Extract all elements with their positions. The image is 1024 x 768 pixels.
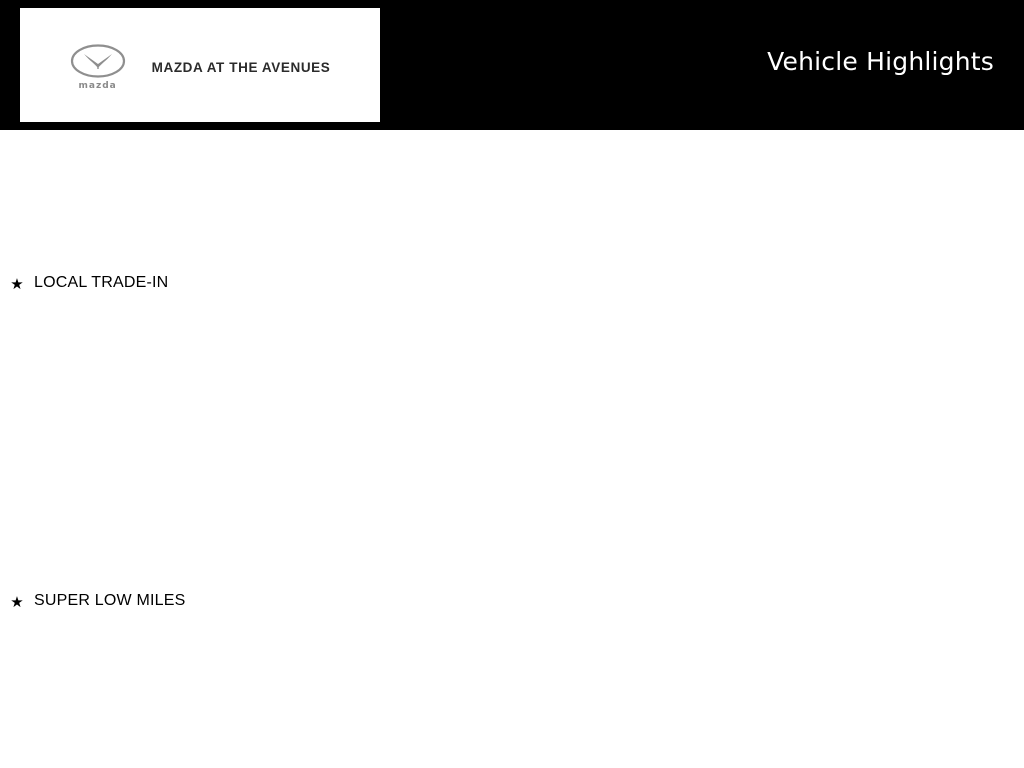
page-header: [0, 0, 1024, 130]
mazda-logo-icon: [70, 44, 126, 91]
highlights-list: [0, 130, 1024, 768]
dealer-name: MAZDA AT THE AVENUES: [151, 59, 331, 75]
highlight-label: SUPER LOW MILES: [34, 592, 186, 609]
dealer-logo: [20, 8, 380, 122]
star-bullet-icon: ★: [10, 593, 24, 611]
list-item: [10, 592, 185, 610]
highlight-label: LOCAL TRADE-IN: [34, 274, 169, 291]
mazda-wordmark: mazda: [78, 80, 117, 91]
list-item: [10, 274, 168, 292]
logo-inner: [70, 44, 331, 91]
star-bullet-icon: ★: [10, 275, 24, 293]
page-title: Vehicle Highlights: [767, 47, 994, 76]
